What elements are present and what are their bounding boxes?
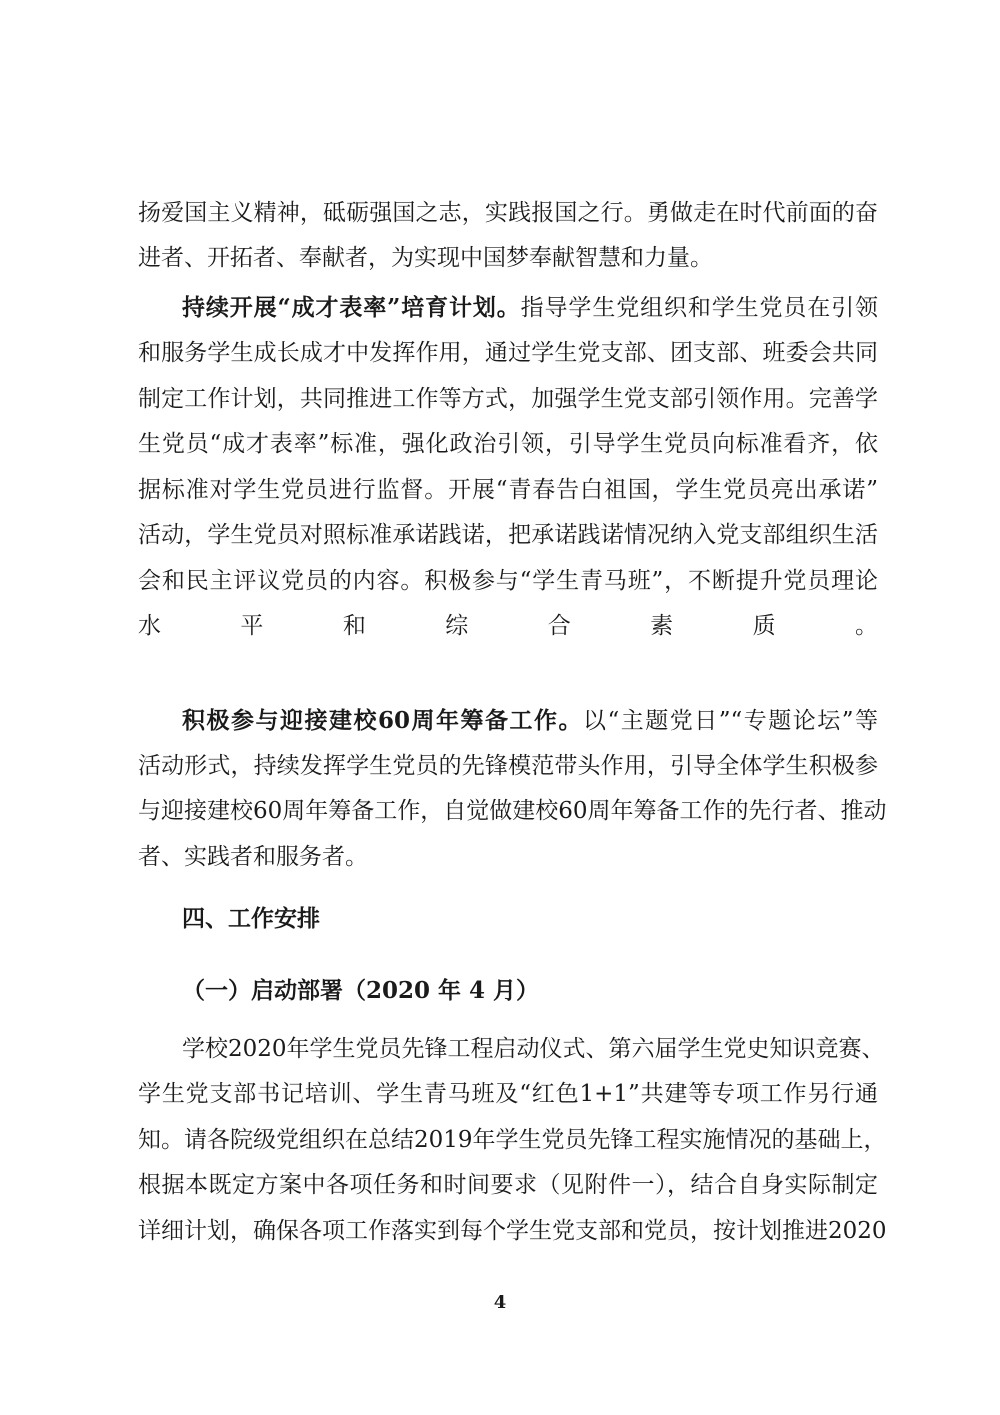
body-text-line: 进者、开拓者、奉献者，为实现中国梦奉献智慧和力量。 [138,245,713,271]
page-number: 4 [493,1292,507,1313]
body-text-line: 者、实践者和服务者。 [138,844,368,870]
body-text-line: 详细计划，确保各项工作落实到每个学生党支部和党员，按计划推进2020 [138,1218,887,1244]
body-text-line: 扬爱国主义精神，砥砺强国之志，实践报国之行。勇做走在时代前面的奋 [138,200,878,226]
body-text-line: 活动形式，持续发挥学生党员的先锋模范带头作用，引导全体学生积极参 [138,753,878,779]
section-heading: 四、工作安排 [182,905,320,932]
body-text-line: 学生党支部书记培训、学生青马班及“红色1+1”共建等专项工作另行通 [138,1081,878,1107]
body-text-line: 水平和综合素质。 [138,613,878,639]
body-text-line: 生党员“成才表率”标准，强化政治引领，引导学生党员向标准看齐，依 [138,431,878,457]
paragraph-first-line [182,293,878,323]
body-text-line: 和服务学生成长成才中发挥作用，通过学生党支部、团支部、班委会共同 [138,340,878,366]
sub-heading: （一）启动部署（2020 年 4 月） [182,977,540,1004]
body-text-line: 会和民主评议党员的内容。积极参与“学生青马班”，不断提升党员理论 [138,568,878,594]
body-text-line: 制定工作计划，共同推进工作等方式，加强学生党支部引领作用。完善学 [138,386,878,412]
bold-lead-text: 持续开展“成才表率”培育计划。 [182,294,521,321]
body-text-line: 与迎接建校60周年筹备工作，自觉做建校60周年筹备工作的先行者、推动 [138,798,887,824]
body-text-line: 据标准对学生党员进行监督。开展“青春告白祖国，学生党员亮出承诺” [138,477,878,503]
bold-lead-text: 积极参与迎接建校60周年筹备工作。 [182,707,583,734]
paragraph-first-line: 学校2020年学生党员先锋工程启动仪式、第六届学生党史知识竞赛、 [182,1036,885,1062]
body-text: 以“主题党日”“专题论坛”等 [582,708,878,734]
body-text-line: 活动，学生党员对照标准承诺践诺，把承诺践诺情况纳入党支部组织生活 [138,522,878,548]
body-text-line: 知。请各院级党组织在总结2019年学生党员先锋工程实施情况的基础上， [138,1127,887,1153]
body-text: 指导学生党组织和学生党员在引领 [520,295,878,321]
paragraph-first-line [182,706,878,736]
body-text-line: 根据本既定方案中各项任务和时间要求（见附件一），结合自身实际制定 [138,1172,878,1198]
